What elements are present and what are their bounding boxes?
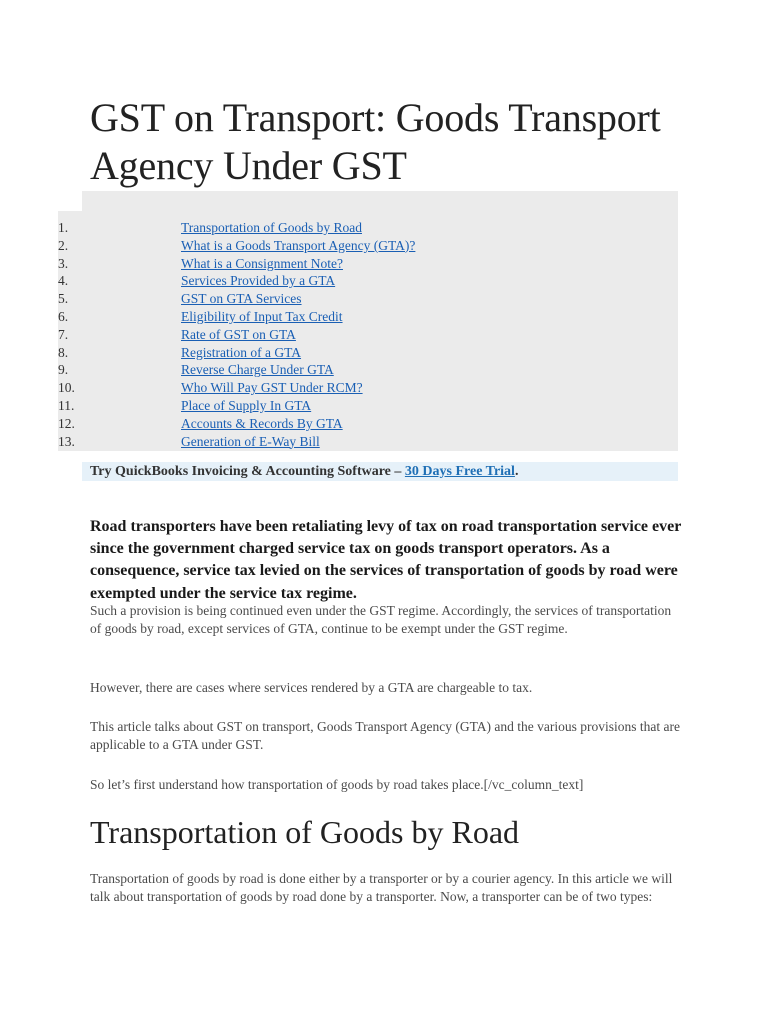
toc-link-consignment-note[interactable]: What is a Consignment Note? bbox=[181, 255, 343, 271]
toc-item bbox=[58, 433, 678, 451]
body-paragraph-gst-regime: Such a provision is being continued even under the GST regime. Accordingly, the services of transportation of goods by road, except services of GTA, continue to be exempt under the GST regime. bbox=[90, 603, 672, 636]
body-paragraph-transporter-types: Transportation of goods by road is done either by a transporter or by a courier agency. In this article we will talk about transportation of goods by road done by a transporter. Now, a transporter can be of two types: bbox=[90, 871, 673, 904]
section-heading: Transportation of Goods by Road bbox=[90, 814, 520, 850]
toc-item-number: 8. bbox=[58, 344, 69, 360]
body-paragraph-understand: So let’s first understand how transportation of goods by road takes place.[/vc_column_text] bbox=[90, 777, 584, 792]
toc-item bbox=[58, 219, 678, 237]
intro-paragraph: Road transporters have been retaliating levy of tax on road transportation service ever since the government charged service tax on goods transport operators. As a consequence, service tax levied on the services of transportation of goods by road were exempted under the service tax regime. bbox=[90, 518, 682, 602]
table-of-contents bbox=[58, 211, 678, 451]
body-paragraph-article-scope: This article talks about GST on transport, Goods Transport Agency (GTA) and the various provisions that are applicable to a GTA under GST. bbox=[90, 719, 680, 752]
toc-link-accounts-records[interactable]: Accounts & Records By GTA bbox=[181, 415, 343, 431]
toc-item-number: 13. bbox=[58, 433, 75, 449]
toc-item bbox=[58, 308, 678, 326]
toc-link-gst-on-gta[interactable]: GST on GTA Services bbox=[181, 291, 302, 307]
toc-link-who-will-pay[interactable]: Who Will Pay GST Under RCM? bbox=[181, 380, 363, 396]
promo-suffix: . bbox=[514, 464, 519, 479]
toc-item-number: 5. bbox=[58, 291, 69, 307]
toc-item bbox=[58, 237, 678, 255]
toc-link-registration[interactable]: Registration of a GTA bbox=[181, 344, 302, 360]
toc-item-number: 10. bbox=[58, 380, 75, 396]
toc-link-place-of-supply[interactable]: Place of Supply In GTA bbox=[181, 397, 312, 413]
promo-prefix: Try QuickBooks Invoicing & Accounting Software – bbox=[90, 464, 405, 479]
body-paragraph-chargeable: However, there are cases where services rendered by a GTA are chargeable to tax. bbox=[90, 680, 533, 695]
toc-link-input-tax-credit[interactable]: Eligibility of Input Tax Credit bbox=[181, 308, 343, 324]
toc-item bbox=[58, 361, 678, 379]
toc-link-reverse-charge[interactable]: Reverse Charge Under GTA bbox=[181, 362, 334, 378]
toc-item bbox=[58, 344, 678, 362]
toc-item-number: 4. bbox=[58, 273, 69, 289]
toc-item-number: 9. bbox=[58, 362, 69, 378]
free-trial-link[interactable]: 30 Days Free Trial bbox=[404, 464, 515, 479]
toc-item-number: 11. bbox=[58, 397, 75, 413]
toc-shade bbox=[82, 191, 678, 211]
toc-item bbox=[58, 397, 678, 415]
toc-item bbox=[58, 290, 678, 308]
toc-item-number: 2. bbox=[58, 237, 69, 253]
toc-item bbox=[58, 326, 678, 344]
toc-link-services-provided[interactable]: Services Provided by a GTA bbox=[181, 273, 336, 289]
toc-link-e-way-bill[interactable]: Generation of E-Way Bill bbox=[181, 433, 320, 449]
toc-link-what-is-gta[interactable]: What is a Goods Transport Agency (GTA)? bbox=[181, 237, 416, 253]
promo-text bbox=[90, 462, 518, 482]
toc-link-transportation-of-goods[interactable]: Transportation of Goods by Road bbox=[181, 220, 362, 235]
toc-item bbox=[58, 379, 678, 397]
page-title: GST on Transport: Goods Transport Agency Under GST bbox=[90, 95, 661, 188]
toc-item-number: 3. bbox=[58, 255, 69, 271]
toc-item bbox=[58, 415, 678, 433]
toc-item-number: 1. bbox=[58, 220, 69, 235]
toc-item bbox=[58, 272, 678, 290]
toc-item-number: 7. bbox=[58, 326, 69, 342]
toc-link-rate-of-gst[interactable]: Rate of GST on GTA bbox=[181, 326, 296, 342]
toc-item-number: 6. bbox=[58, 308, 69, 324]
toc-item-number: 12. bbox=[58, 415, 75, 431]
toc-item bbox=[58, 255, 678, 273]
promo-banner bbox=[82, 462, 678, 481]
